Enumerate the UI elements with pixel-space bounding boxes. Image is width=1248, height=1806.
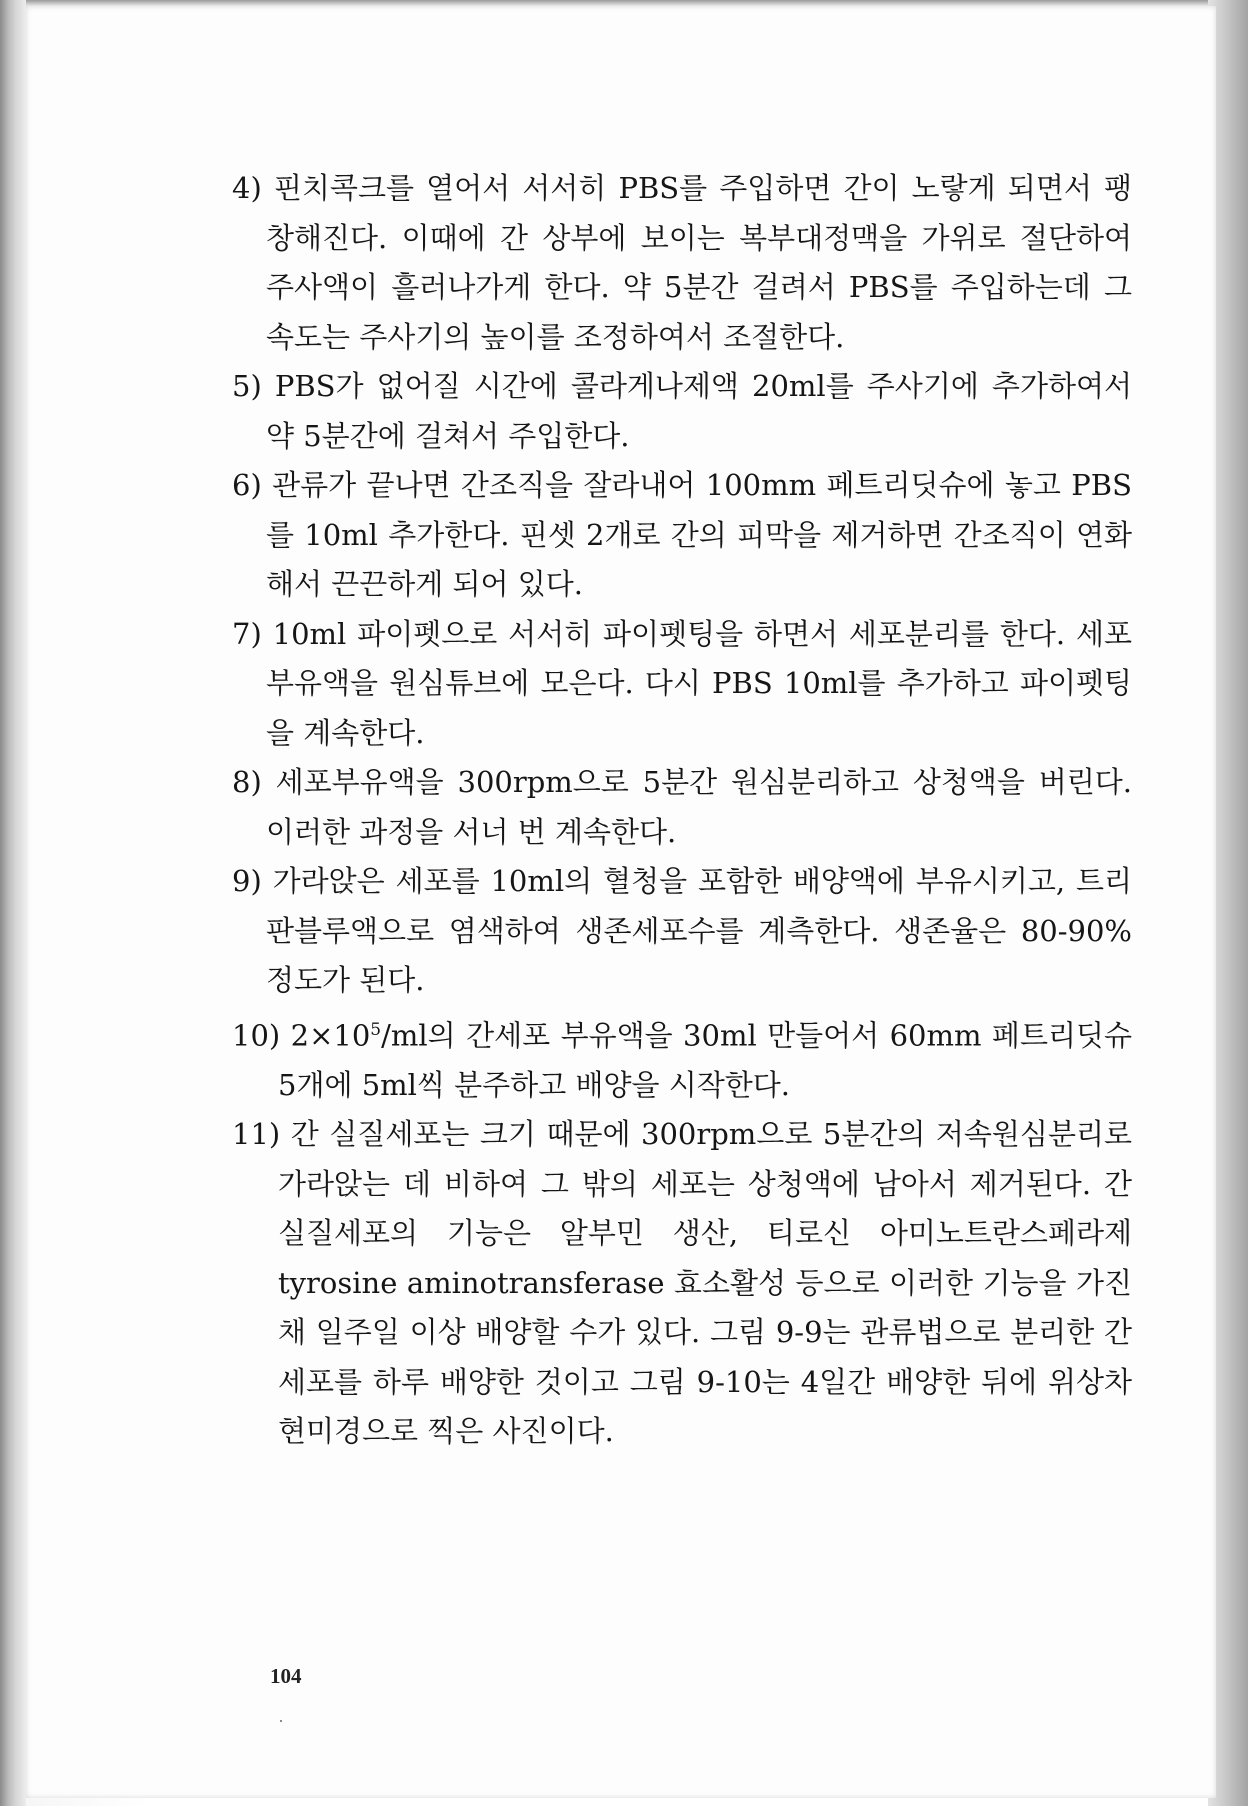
procedure-step-4	[232, 164, 1132, 362]
scan-speck	[280, 1720, 282, 1722]
procedure-step-10	[232, 1006, 1132, 1111]
step-text: PBS가 없어질 시간에 콜라게나제액 20ml를 주사기에 추가하여서 약 5분간에 걸쳐서 주입한다.	[266, 369, 1132, 453]
procedure-step-5	[232, 362, 1132, 461]
procedure-step-9	[232, 857, 1132, 1006]
step-text: 10ml 파이펫으로 서서히 파이펫팅을 하면서 세포분리를 한다. 세포부유액을 원심튜브에 모은다. 다시 PBS 10ml를 추가하고 파이펫팅을 계속한다.	[266, 616, 1132, 750]
step-number: 6)	[232, 468, 262, 502]
step-text: 간 실질세포는 크기 때문에 300rpm으로 5분간의 저속원심분리로 가라앉는 데 비하여 그 밖의 세포는 상청액에 남아서 제거된다. 간 실질세포의 기능은 알부민 생산, 티로신 아미노트란스페라제tyrosine aminotransferase 효소활성 등으로 이러한 기능을 가진 채 일주일 이상 배양할 수가 있다. 그림 9-9는 관류법으로 분리한 간세포를 하루 배양한 것이고 그림 9-10는 4일간 배양한 뒤에 위상차현미경으로 찍은 사진이다.	[278, 1117, 1132, 1449]
procedure-list	[232, 164, 1132, 1457]
step-number: 5)	[232, 369, 262, 403]
procedure-step-6	[232, 461, 1132, 610]
step-number: 7)	[232, 616, 262, 651]
procedure-step-7	[232, 610, 1132, 759]
step-text: 관류가 끝나면 간조직을 잘라내어 100mm 페트리딧슈에 놓고 PBS를 10ml 추가한다. 핀셋 2개로 간의 피막을 제거하면 간조직이 연화해서 끈끈하게 되어 있다.	[266, 468, 1132, 601]
procedure-step-8	[232, 758, 1132, 857]
step-number: 8)	[232, 765, 262, 799]
step-number: 4)	[232, 171, 262, 205]
book-spine-edge	[0, 0, 26, 1806]
step-text-prefix: 2×10	[290, 1018, 371, 1053]
step-text: 가라앉은 세포를 10ml의 혈청을 포함한 배양액에 부유시키고, 트리판블루액으로 염색하여 생존세포수를 계측한다. 생존율은 80-90% 정도가 된다.	[266, 864, 1132, 997]
step-text: /ml의 간세포 부유액을 30ml 만들어서 60mm 페트리딧슈 5개에 5ml씩 분주하고 배양을 시작한다.	[278, 1018, 1132, 1102]
procedure-step-11	[232, 1110, 1132, 1457]
step-text-superscript: 5	[370, 1019, 382, 1040]
step-text: 핀치콕크를 열어서 서서히 PBS를 주입하면 간이 노랗게 되면서 팽창해진다. 이때에 간 상부에 보이는 복부대정맥을 가위로 절단하여 주사액이 흘러나가게 한다. 약 5분간 걸려서 PBS를 주입하는데 그 속도는 주사기의 높이를 조정하여서 조절한다.	[266, 171, 1132, 354]
step-text: 세포부유액을 300rpm으로 5분간 원심분리하고 상청액을 버린다. 이러한 과정을 서너 번 계속한다.	[266, 765, 1132, 849]
step-number: 9)	[232, 864, 262, 898]
step-number: 10)	[232, 1018, 281, 1053]
step-number: 11)	[232, 1117, 281, 1152]
page-number: 104	[270, 1664, 302, 1688]
